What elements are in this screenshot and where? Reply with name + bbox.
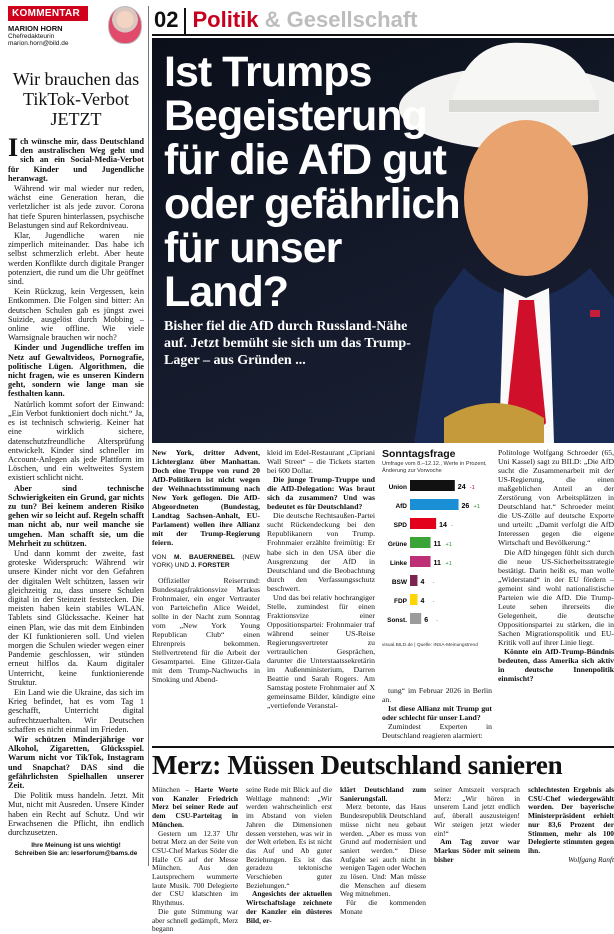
merz-m2-p: seine Rede mit Blick auf die Weltlage mahnend: „Wir werden wahrscheinlich erst im Abstand von vielen Jahren die Dimensionen dessen verstehen, was wir in der Welt erleben. Es ist nicht das Auf und Ab guter Beziehungen. Es ist das geradezu tektonische Verschieben guter Beziehungen.“ xyxy=(246,785,332,890)
merz-m2-bold: Angesichts der aktuellen Wirtschaftslage zeichnete der Kanzler ein düsteres Bild, er- xyxy=(246,889,332,925)
poll-value-label: 26 xyxy=(461,503,470,511)
poll-subtitle: Umfrage vom 8.–12.12., Werte in Prozent, Änderung zur Vorwoche xyxy=(382,461,487,474)
poll-category-label: Union xyxy=(388,484,407,492)
poll-category-label: Grüne xyxy=(387,541,407,549)
kommentar-footer xyxy=(8,842,144,858)
kom-p6: Natürlich kommt sofort der Einwand: „Ein Verbot funktioniert doch nicht.“ Ja, es ist technisch schwierig. Keiner hat eine wirklich sichere, datenschutzfreundliche Altersprüfung entwickelt. Kinder sind schneller im Account-Anlegen als jede Plattform im Löschen, und ein weltweites System existiert schlicht nicht. xyxy=(8,399,144,483)
c2-p2: Die deutsche Rechtsaußen-Partei sucht Rückendeckung bei den Republikanern von Trump. Frohnmaier erzählte freimütig: Er habe sich in den USA über die Ausgrenzung der AfD in Deutschland und die Beobachtung durch den Verfassungsschutz beschwert. xyxy=(267,511,375,593)
article-col-3 xyxy=(382,686,492,740)
poll-change-label: - xyxy=(451,523,453,530)
poll-category-label: FDP xyxy=(394,598,407,606)
merz-m3-p: Merz betonte, das Haus Bundesrepublik Deutschland müsse nicht neu gebaut werden. „Aber es muss von Grund auf modernisiert und saniert werden.“ Diese Aufgabe sei auch nicht in wenigen Tagen oder Wochen zu lösen. Und: Man müsse die Menschen auf diesem Weg mitnehmen. xyxy=(340,802,426,899)
kom-p11: Die Politik muss handeln. Jetzt. Mit Mut, nicht mit Ausreden. Unsere Kinder haben ein Recht auf Schutz. Und wir Erwachsenen die Pflicht, ihn endlich durchzusetzen. xyxy=(8,791,144,838)
article-col-2 xyxy=(267,448,375,710)
poll-change-label: +1 xyxy=(473,504,480,511)
c4-question: Könnte ein AfD-Trump-Bündnis bedeuten, dass Amerika sich aktiv in deutsche Innenpolitik einmischt? xyxy=(498,647,614,684)
author-role: Chefredakteurin xyxy=(8,33,55,40)
poll-value-label: 11 xyxy=(433,541,441,549)
kommentar-column xyxy=(8,6,144,866)
section-amp: & xyxy=(258,7,287,32)
kom-p5: Kinder und Jugendliche treffen im Netz auf Gewaltvideos, Pornografie, politische Lügen. Algorithmen, die nicht fragen, wie es unseren Kindern geht, sondern wie lange man sie festhalten kann. xyxy=(8,343,144,399)
merz-lead: Harte Worte von Kanzler Friedrich Merz bei seiner Rede auf dem CSU-Parteitag in München. xyxy=(152,785,238,829)
footer-line1: Ihre Meinung ist uns wichtig! xyxy=(31,842,121,849)
merz-col-2 xyxy=(246,786,332,925)
poll-category-label: Sonst. xyxy=(387,617,407,625)
poll-change-label: +1 xyxy=(445,561,452,568)
section-politik: Politik xyxy=(192,7,259,32)
merz-col-1 xyxy=(152,786,238,934)
c4-p1: Politologe Wolfgang Schroeder (65, Uni Kassel) sagt zu BILD: „Die AfD sucht die Zusammenarbeit mit der US-Regierung, die einen maßgeblichen Anteil an der Zerstörung von Arbeitsplätzen in Deutschland hat.“ Schroeder meint die US-Zölle auf deutsche Exporte und urteilt: „Damit verfolgt die AfD Interessen gegen die eigene Wirtschaft und Bevölkerung.“ xyxy=(498,448,614,548)
kommentar-headline: Wir brauchen das TikTok-Verbot JETZT xyxy=(12,69,140,129)
kom-p8: Und dann kommt der zweite, fast groteske Widerspruch: Während wir unsere Kinder nicht vor den Gefahren der digitalen Welt schützen, lassen wir gleichzeitig zu, dass unsere Schulen digital in der Steinzeit feststecken. Die meisten haben kein stabiles WLAN. Tablets sind Glückssache. Keiner hat einen Plan, wie das mit dem Einbinden der KI funktionieren soll. Und vielen morgen die Schulen wieder wegen einer Pandemie geschlossen, wir stünden erneut hilflos da. Kaum digitaler Unterricht, keine funktionierende Struktur. xyxy=(8,548,144,687)
column-divider xyxy=(148,6,149,866)
kommentar-body xyxy=(8,133,144,838)
poll-change-label: -1 xyxy=(469,485,475,492)
merz-body xyxy=(152,785,614,934)
poll-bar xyxy=(410,537,431,548)
c4-p2: Die AfD hingegen fühlt sich durch die neue US-Sicherheitsstrategie bestätigt. Darin heißt es, man wolle „Widerstand“ in der EU fördern – gemeint sind wohl nationalistische Parteien wie die AfD. Die Trump-Leute sehen ihrerseits die Gelegenheit, die deutsche Oppositionspartei zu stärken, die in Sachen Migrationspolitik und EU-Kritik voll auf ihrer Linie liegt. xyxy=(498,547,614,647)
poll-change-label: - xyxy=(432,580,435,587)
section-gesellschaft: Gesellschaft xyxy=(286,7,418,32)
poll-category-label: Linke xyxy=(390,560,407,568)
merz-m1-p2: Die gute Stimmung war aber schnell gedämpft, Merz begann xyxy=(152,906,238,934)
dropcap: I xyxy=(8,133,19,162)
c2-p1: kleid im Edel-Restaurant „Cipriani Wall Street“ – die Tickets starten bei 600 Dollar. xyxy=(267,448,375,476)
poll-category-label: BSW xyxy=(391,579,407,587)
merz-col-3 xyxy=(340,786,426,917)
poll-title: Sonntagsfrage xyxy=(382,448,456,460)
poll-value-label: 24 xyxy=(457,484,466,492)
poll-bar xyxy=(410,613,421,624)
merz-m5-bold: schlechtesten Ergebnis als CSU-Chef wiedergewählt worden. Der bayerische Ministerpräsident erhielt nur 83,6 Prozent der Stimmen, mehr als 100 Delegierte stimmten gegen ihn. xyxy=(528,785,614,855)
c2-question: Die junge Trump-Truppe und die AfD-Delegation: Was braut sich da zusammen? Und was bedeutet es für Deutschland? xyxy=(267,475,375,512)
article-col-1 xyxy=(152,448,260,684)
byline-von: VON xyxy=(152,553,174,561)
c3-p2: Zumindest Experten in Deutschland reagieren alarmiert: xyxy=(382,722,492,741)
poll-value-label: 4 xyxy=(420,579,425,587)
merz-m4-p: seiner Amtszeit versprach Merz: „Wir hören in unserem Land jetzt endlich auf, überall auszusteigen! Wir steigen jetzt wieder ein!“ xyxy=(434,785,520,838)
article-col-4 xyxy=(498,448,614,683)
kom-p9: Ein Land wie die Ukraine, das sich im Krieg befindet, hat es vom Tag 1 geschafft, Unterricht digital aufrechtzuerhalten. Wir Deutschen schaffen es nicht einmal im Frieden. xyxy=(8,687,144,734)
poll-bar xyxy=(410,594,417,605)
kom-p1: ch wünsche mir, dass Deutschland den australischen Weg geht und sich an ein Social-Media-Verbot für Kinder und Jugendliche heranwagt. xyxy=(8,137,144,183)
byline-author-1: M. BAUERNEBEL xyxy=(173,553,235,561)
poll-box xyxy=(382,448,492,680)
poll-bar xyxy=(410,575,417,586)
merz-headline: Merz: Müssen Deutschland sanieren xyxy=(152,750,563,780)
c2-p3: Und das bei relativ hochrangiger Stelle, zumindest für einen Fraktionsvize einer Oppositionspartei: Frohnmaier traf während seiner US-Reise Regierungsvertreter zu vertraulichen Gesprächen, darunter die Unterstaatssekretärin im Außenministerium, Darren Beattie und Sarah Rogers. Am Samstag postete Frohnmaier auf X gemeinsame Bilder, kündigte eine „vertiefende Veranstal- xyxy=(267,592,375,711)
poll-bar xyxy=(410,518,436,529)
poll-value-label: 6 xyxy=(424,617,429,625)
poll-category-label: AfD xyxy=(395,503,407,511)
merz-col-4 xyxy=(434,786,520,864)
merz-signature: Wolfgang Ranft xyxy=(568,854,614,864)
author-email: marion.horn@bild.de xyxy=(8,40,69,47)
article-lead: New York, dritter Advent, Lichterglanz über Manhattan. Doch eine Truppe von rund 20 AfD-Politikern ist nicht wegen der Weihnachtsstimmung nach New York geflogen. Die AfD-Abgeordneten (Bundestag, Landtag Sachsen-Anhalt, EU-Parlament) wollen ihre Allianz mit der Trump-Regierung feiern. xyxy=(152,448,260,548)
section-title xyxy=(186,8,417,34)
hero-image xyxy=(152,38,614,443)
c3-question: Ist diese Allianz mit Trump gut oder schlecht für unser Land? xyxy=(382,704,492,723)
page-number: 02 xyxy=(152,8,186,34)
merz-dateline: München – xyxy=(152,785,195,794)
byline-author-2: J. FORSTER xyxy=(190,561,230,569)
author-avatar xyxy=(108,6,142,44)
section-header xyxy=(152,6,614,36)
author-name: MARION HORN xyxy=(8,24,63,33)
article-body xyxy=(152,448,614,744)
kommentar-label: KOMMENTAR xyxy=(8,6,88,21)
poll-category-label: SPD xyxy=(393,522,407,530)
merz-m3-p2: Für die kommenden Monate xyxy=(340,898,426,916)
merz-m3-bold: klärt Deutschland zum Sanierungsfall. xyxy=(340,785,426,803)
poll-change-label: +1 xyxy=(445,542,452,549)
footer-email[interactable]: Schreiben Sie an: leserforum@bams.de xyxy=(14,850,138,857)
poll-source: visual.BILD.de | Quelle: INSA-Meinungstrend xyxy=(382,643,478,649)
hero-subheadline: Bisher fiel die AfD durch Russland-Nähe auf. Jetzt bemüht sie sich um das Trump-Lager – aus Gründen ... xyxy=(164,319,411,368)
poll-chart xyxy=(382,478,492,636)
poll-bar xyxy=(410,499,459,510)
kom-p3: Klar, Jugendliche waren nie zimperlich miteinander. Das habe ich selbst schmerzlich erlebt. Aber heute werden Konflikte durch digitale Pranger potenziert, die rund um die Uhr geöffnet sind. xyxy=(8,231,144,287)
merz-m1-p: Gestern um 12.37 Uhr betrat Merz an der Seite von CSU-Chef Markus Söder die Halle C6 auf der Messe München. Aus den Lautsprechern wummerte laute Musik. 700 Delegierte der CSU klatschten im Rhythmus. xyxy=(152,828,238,908)
merz-divider xyxy=(152,746,614,748)
poll-change-label: - xyxy=(436,618,439,625)
kom-p4: Kein Rückzug, kein Vergessen, kein Entkommen. Die Folgen sind bitter: An deutschen Schulen gab es jüngst zwei Suizide, ausgelöst durch Mobbing – online wie offline. Wie viele Warnsignale brauchen wir noch? xyxy=(8,287,144,343)
byline xyxy=(152,554,260,570)
merz-col-5 xyxy=(528,786,614,864)
hero-headline: Ist Trumps Begeisterung für die AfD gut oder gefährlich für unser Land? xyxy=(164,48,460,316)
poll-bar xyxy=(410,480,455,491)
kom-p7: Aber sind technische Schwierigkeiten ein Grund, gar nichts zu tun? Bei keinem anderen Risiko gehen wir so leicht auf. Regeln schafft man nicht ab, nur weil manche sie umgehen. Man schafft sie, um die Mehrheit zu schützen. xyxy=(8,483,144,548)
poll-value-label: 11 xyxy=(433,560,441,568)
kom-p10: Wir schützen Minderjährige vor Alkohol, Zigaretten, Glücksspiel. Warum nicht vor TikTok, Instagram und Snapchat? DAS sind die gefährlichsten Spielhallen unserer Zeit. xyxy=(8,735,144,791)
merz-m4-bold: Am Tag zuvor war Markus Söder mit seinem bisher xyxy=(434,837,520,864)
c1-p1: Offizieller Reiseгrund: Bundestagsfraktionsvize Markus Frohnmaier, ein enger Vertrauter von Parteichefin Alice Weidel, sollte in der Nacht zum Sonntag vom „New York Young Republican Club“ einen Ehrenpreis bekommen. Stellvertretend für die Arbeit der Gesamtpartei. Eine Glitzer-Gala mit dem Trump-Nachwuchs in Smoking und Abend- xyxy=(152,575,260,685)
byline-mid: (NEW YORK) UND xyxy=(152,553,261,569)
poll-value-label: 4 xyxy=(420,598,425,606)
kom-p2: Während wir mal wieder nur reden, wächst eine Generation heran, die verletzlicher ist als jede zuvor. Corona hat tiefe Spuren hinterlassen, psychische Belastungen sind auf Rekordniveau. xyxy=(8,184,144,230)
poll-bar xyxy=(410,556,431,567)
poll-value-label: 14 xyxy=(439,522,447,530)
poll-change-label: - xyxy=(432,599,435,606)
c3-p1: tung“ im Februar 2026 in Berlin an. xyxy=(382,686,492,705)
